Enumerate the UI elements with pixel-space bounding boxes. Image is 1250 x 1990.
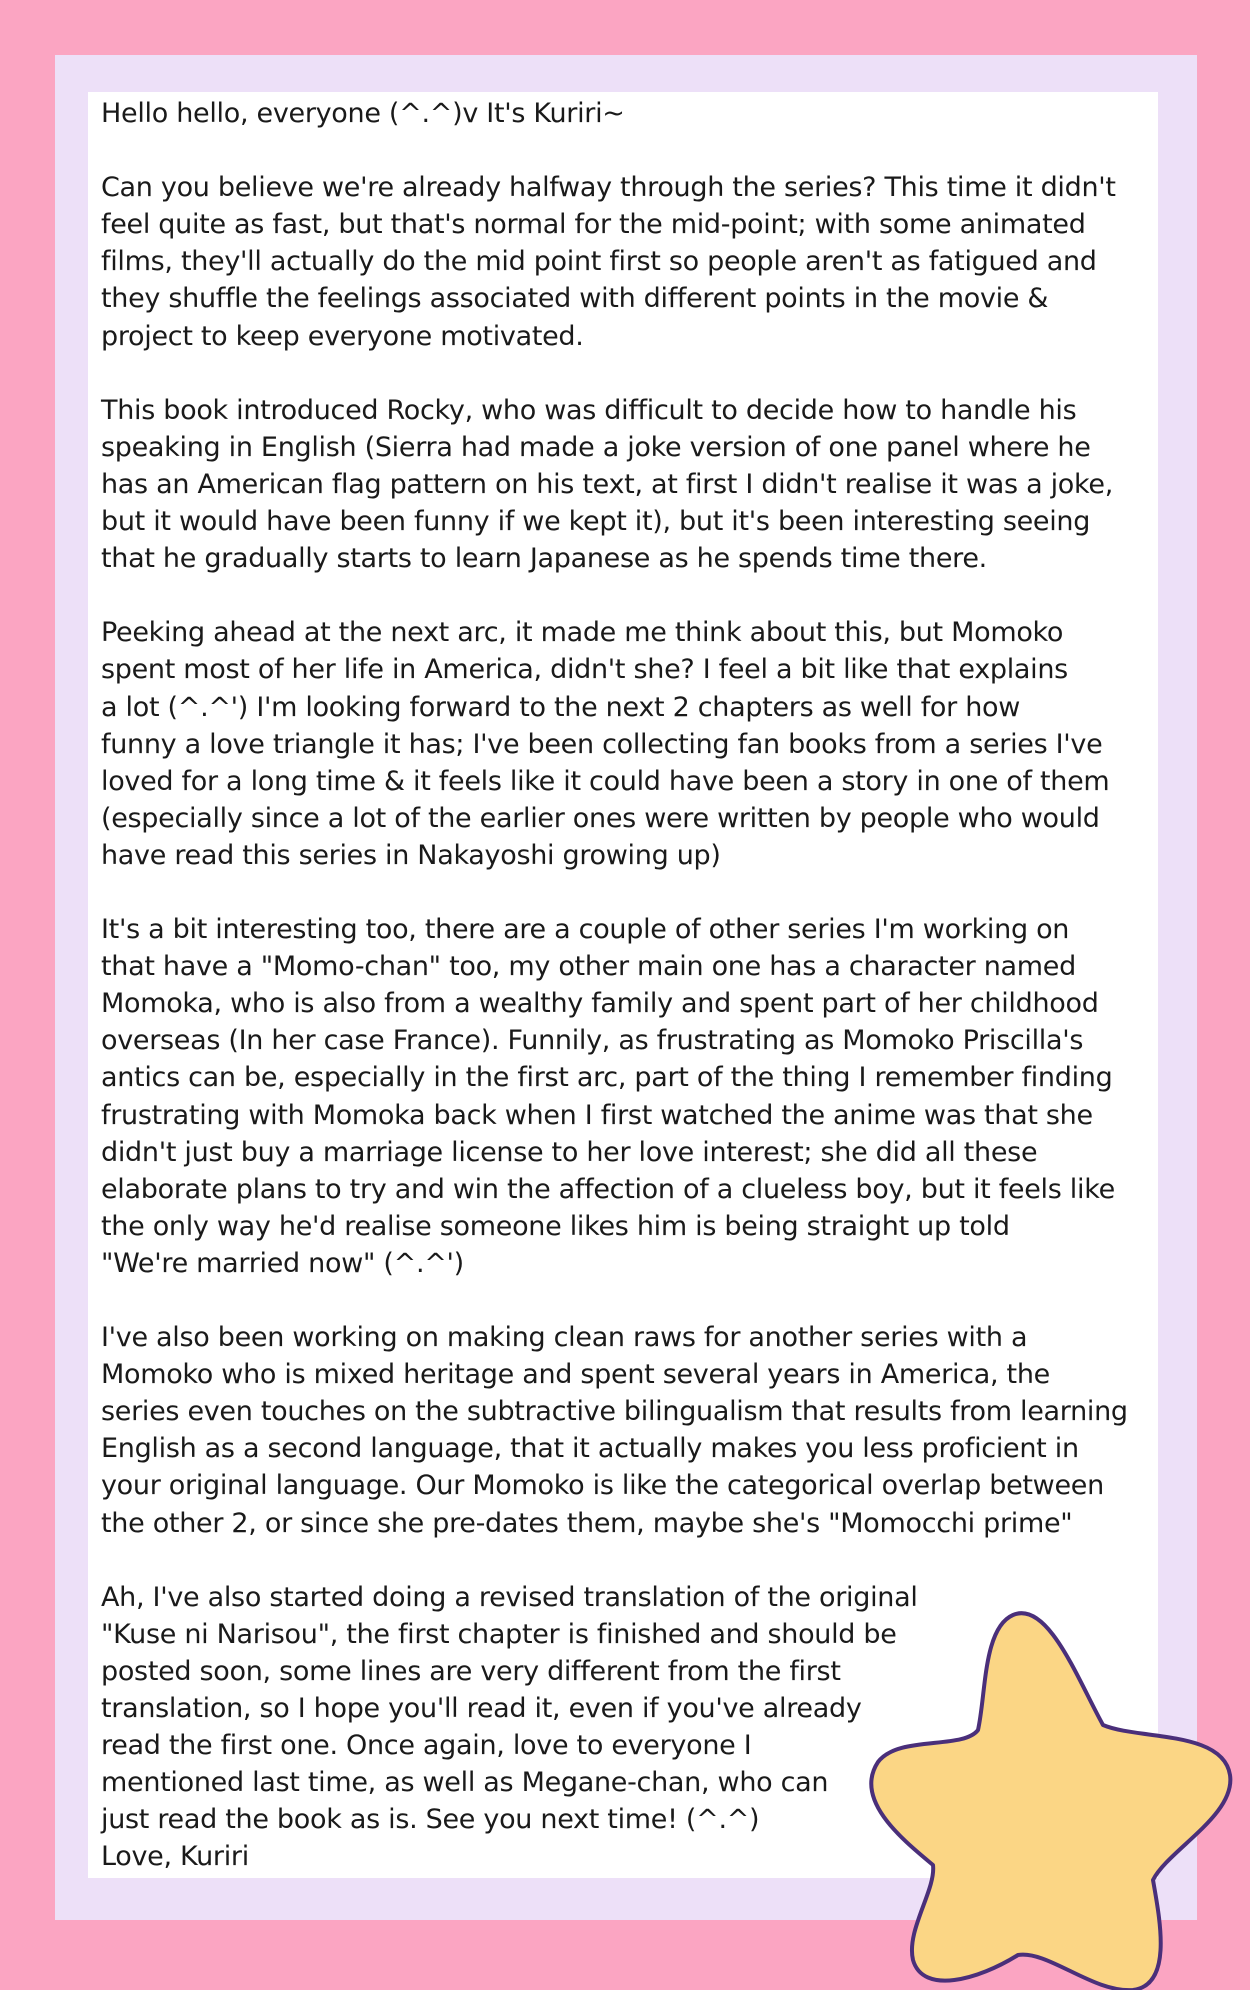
text-line: a lot (^.^') I'm looking forward to the next 2 chapters as well for how [101, 691, 1021, 723]
paragraph-rocky [101, 392, 1161, 577]
text-line: series even touches on the subtractive bilingualism that results from learning [101, 1396, 1128, 1428]
text-line: project to keep everyone motivated. [101, 320, 584, 352]
text-line: spent most of her life in America, didn't she? I feel a bit like that explains [101, 654, 1068, 686]
text-line: frustrating with Momoka back when I first watched the anime was that she [101, 1099, 1093, 1131]
text-line: your original language. Our Momoko is like the categorical overlap between [101, 1470, 1104, 1502]
text-line: mentioned last time, as well as Megane-chan, who can [101, 1767, 829, 1799]
text-line: Can you believe we're already halfway through the series? This time it didn't [101, 172, 1116, 204]
text-line: have read this series in Nakayoshi growing up) [101, 839, 721, 871]
text-line: that have a "Momo-chan" too, my other main one has a character named [101, 951, 1076, 983]
text-line: (especially since a lot of the earlier ones were written by people who would [101, 802, 1100, 834]
text-line: This book introduced Rocky, who was difficult to decide how to handle his [101, 394, 1077, 426]
text-line: has an American flag pattern on his text, at first I didn't realise it was a joke, [101, 468, 1113, 500]
text-line: Momoka, who is also from a wealthy family and spent part of her childhood [101, 988, 1099, 1020]
text-line: didn't just buy a marriage license to her love interest; she did all these [101, 1136, 1038, 1168]
text-line: the other 2, or since she pre-dates them, maybe she's "Momocchi prime" [101, 1507, 1073, 1539]
greeting-paragraph [101, 95, 1161, 132]
text-line: English as a second language, that it actually makes you less proficient in [101, 1433, 1079, 1465]
text-line: speaking in English (Sierra had made a joke version of one panel where he [101, 431, 1091, 463]
text-line: It's a bit interesting too, there are a couple of other series I'm working on [101, 914, 1070, 946]
text-line: films, they'll actually do the mid point first so people aren't as fatigued and [101, 246, 1097, 278]
text-line: I've also been working on making clean raws for another series with a [101, 1322, 1028, 1354]
text-line: Peeking ahead at the next arc, it made me think about this, but Momoko [101, 617, 1064, 649]
text-line: that he gradually starts to learn Japanese as he spends time there. [101, 543, 987, 575]
text-line: Momoko who is mixed heritage and spent several years in America, the [101, 1359, 1050, 1391]
text-line: translation, so I hope you'll read it, even if you've already [101, 1693, 862, 1725]
paragraph-halfway [101, 169, 1161, 354]
text-line: overseas (In her case France). Funnily, as frustrating as Momoko Priscilla's [101, 1025, 1084, 1057]
text-line: funny a love triangle it has; I've been collecting fan books from a series I've [101, 728, 1103, 760]
text-line: Ah, I've also started doing a revised translation of the original [101, 1581, 918, 1613]
text-line: antics can be, especially in the first arc, part of the thing I remember finding [101, 1062, 1113, 1094]
text-line: posted soon, some lines are very different from the first [101, 1655, 841, 1687]
paragraph-clean-raws [101, 1319, 1161, 1542]
text-line: the only way he'd realise someone likes him is being straight up told [101, 1210, 1010, 1242]
greeting-line: Hello hello, everyone (^.^)v It's Kuriri~ [101, 98, 625, 129]
text-line: loved for a long time & it feels like it could have been a story in one of them [101, 765, 1110, 797]
text-line: but it would have been funny if we kept it), but it's been interesting seeing [101, 506, 1091, 538]
text-line: just read the book as is. See you next time! (^.^) [101, 1804, 760, 1836]
star-shape [871, 1613, 1230, 1990]
text-line: "We're married now" (^.^') [101, 1247, 464, 1279]
signature: Love, Kuriri [101, 1841, 249, 1873]
paragraph-momo-chan [101, 911, 1161, 1282]
text-line: read the first one. Once again, love to everyone I [101, 1730, 752, 1762]
text-line: they shuffle the feelings associated with different points in the movie & [101, 283, 1049, 315]
paragraph-next-arc [101, 614, 1161, 874]
text-line: feel quite as fast, but that's normal for the mid-point; with some animated [101, 209, 1086, 241]
text-line: elaborate plans to try and win the affection of a clueless boy, but it feels like [101, 1173, 1115, 1205]
star-icon [868, 1600, 1250, 1990]
text-line: "Kuse ni Narisou", the first chapter is finished and should be [101, 1618, 897, 1650]
